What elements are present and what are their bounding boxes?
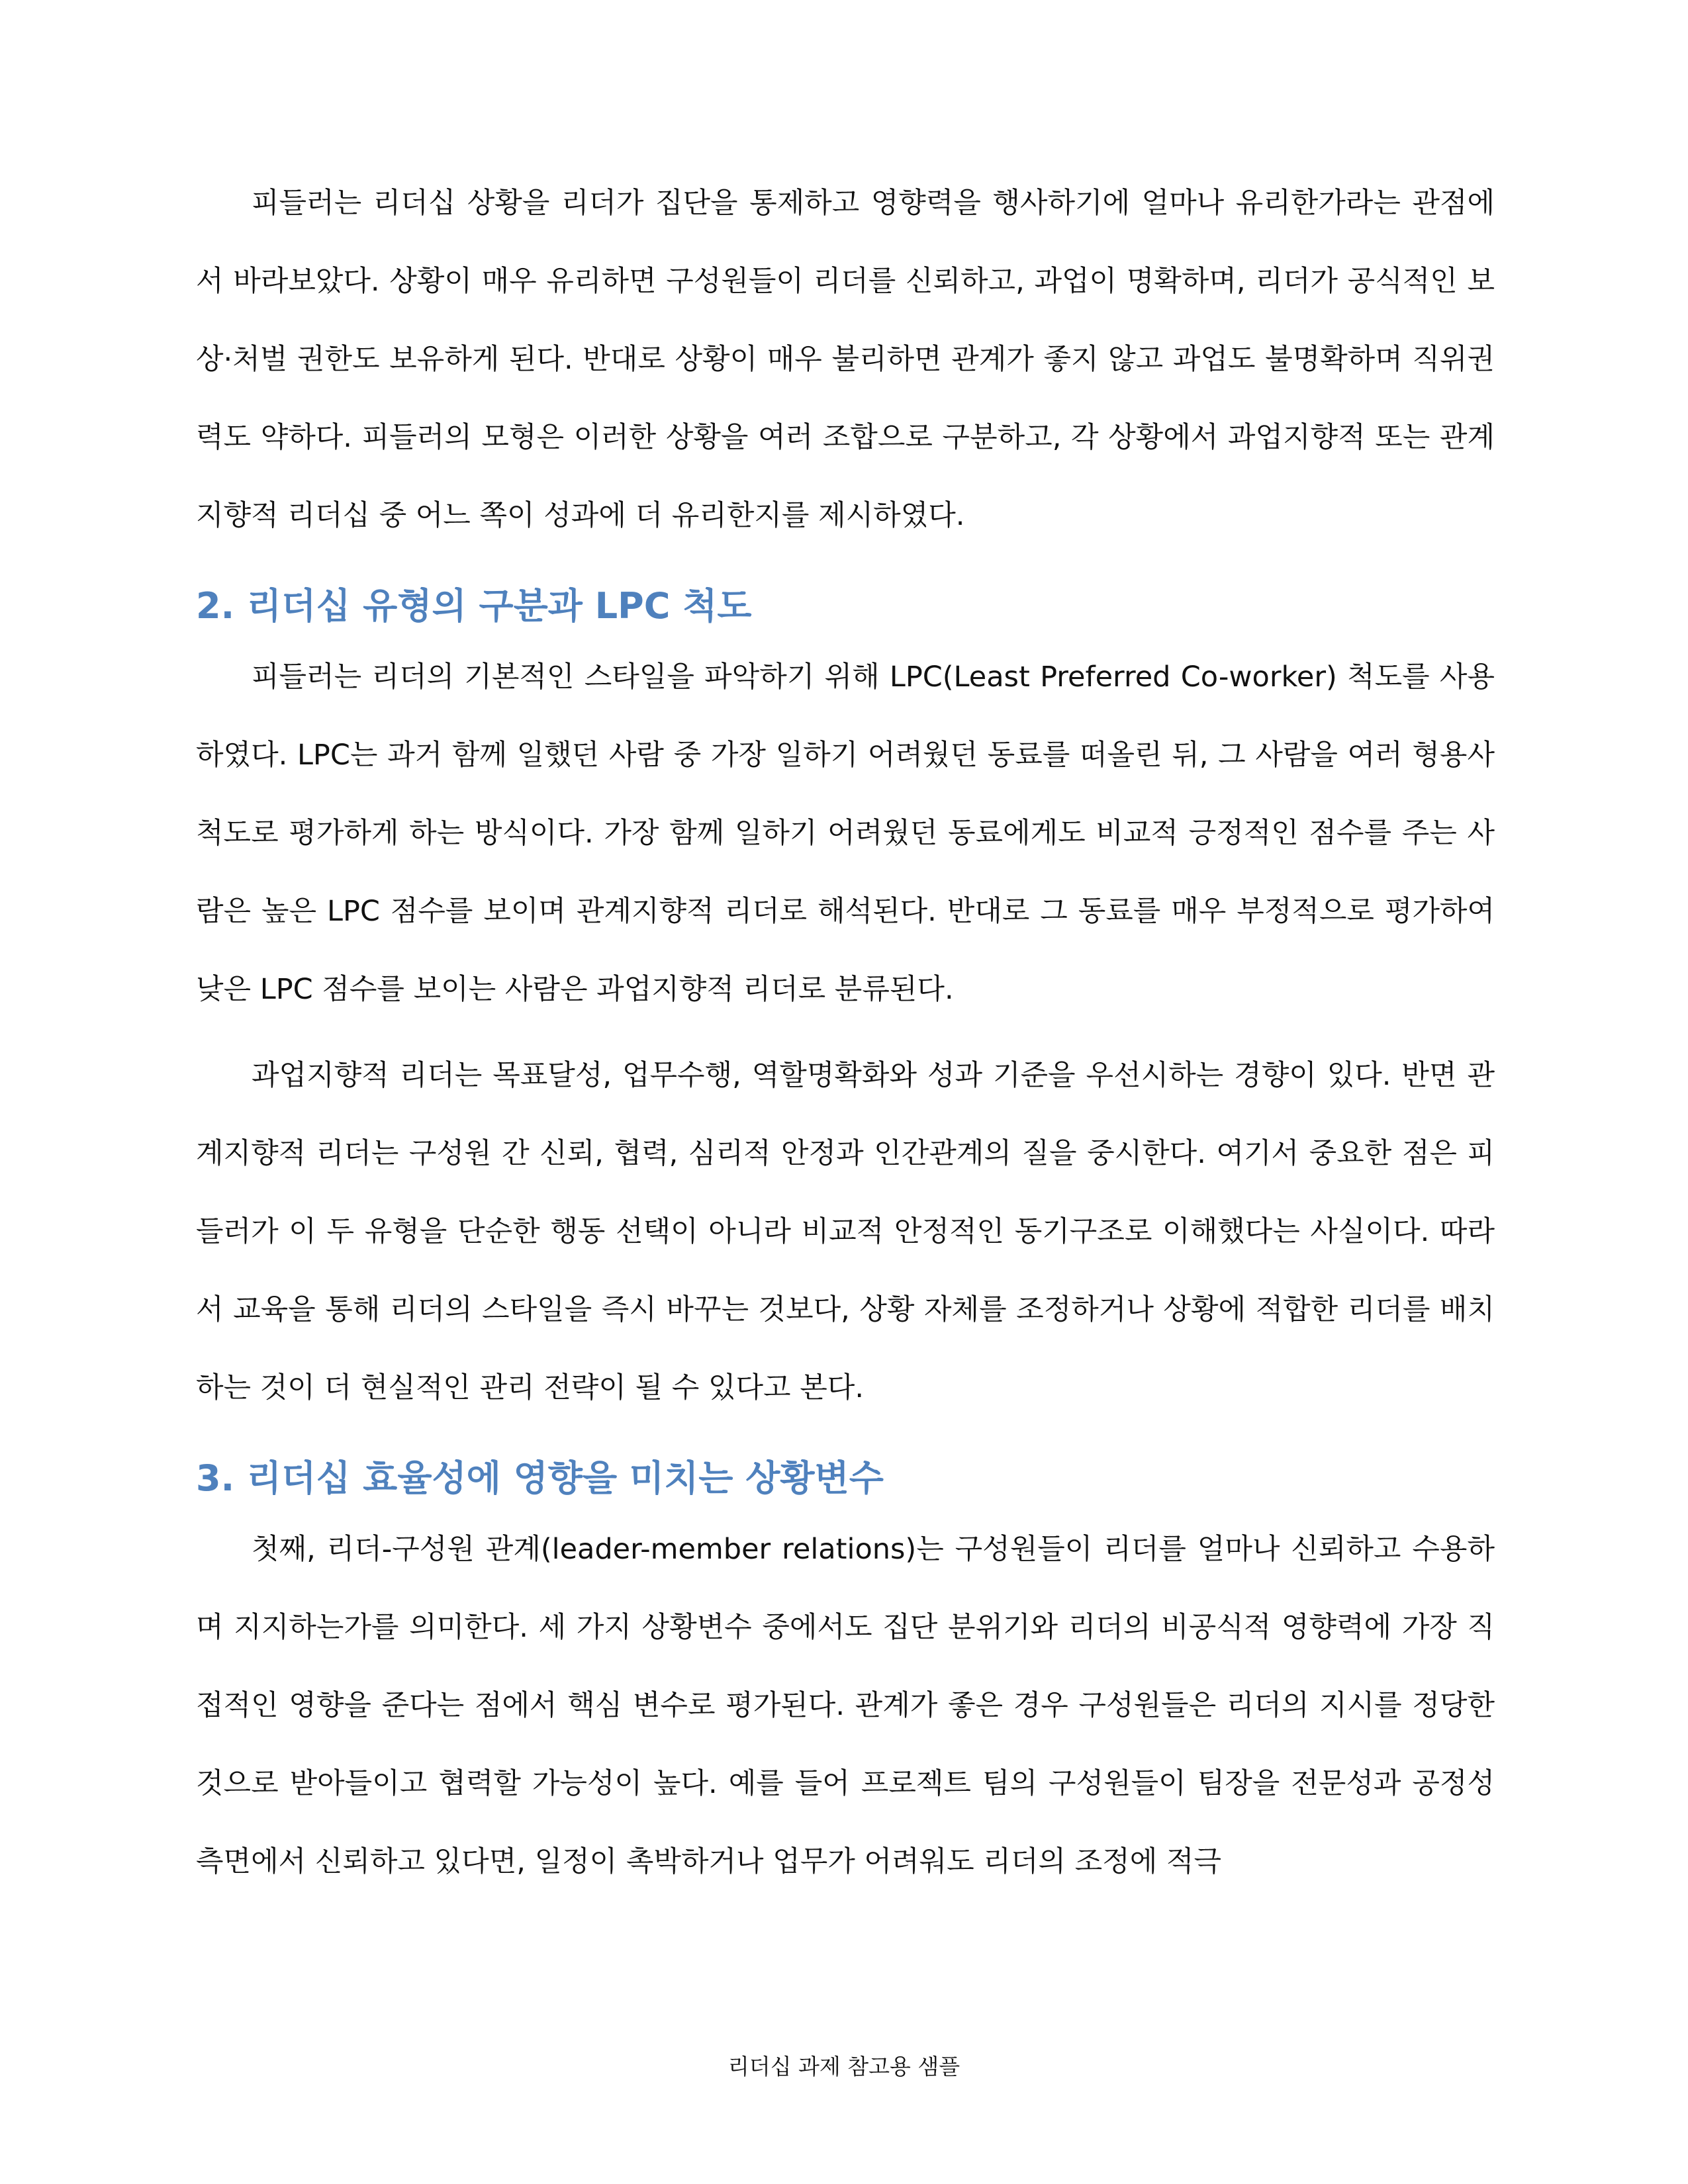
intro-paragraph: 피들러는 리더십 상황을 리더가 집단을 통제하고 영향력을 행사하기에 얼마나 유리한가라는 관점에서 바라보았다. 상황이 매우 유리하면 구성원들이 리더를 신뢰하고, 과업이 명확하며, 리더가 공식적인 보상·처벌 권한도 보유하게 된다. 반대로 상황이 매우 불리하면 관계가 좋지 않고 과업도 불명확하며 직위권력도 약하다. 피들러의 모형은 이러한 상황을 여러 조합으로 구분하고, 각 상황에서 과업지향적 또는 관계지향적 리더십 중 어느 쪽이 성과에 더 유리한지를 제시하였다.	[196, 187, 1495, 532]
section-2-paragraph-1: 피들러는 리더의 기본적인 스타일을 파악하기 위해 LPC(Least Preferred Co-worker) 척도를 사용하였다. LPC는 과거 함께 일했던 사람 중 가장 일하기 어려웠던 동료를 떠올린 뒤, 그 사람을 여러 형용사 척도로 평가하게 하는 방식이다. 가장 함께 일하기 어려웠던 동료에게도 비교적 긍정적인 점수를 주는 사람은 높은 LPC 점수를 보이며 관계지향적 리더로 해석된다. 반대로 그 동료를 매우 부정적으로 평가하여 낮은 LPC 점수를 보이는 사람은 과업지향적 리더로 분류된다.	[196, 660, 1495, 1006]
document-body	[196, 164, 1495, 1901]
section-3-paragraph-1: 첫째, 리더-구성원 관계(leader-member relations)는 구성원들이 리더를 얼마나 신뢰하고 수용하며 지지하는가를 의미한다. 세 가지 상황변수 중에서도 집단 분위기와 리더의 비공식적 영향력에 가장 직접적인 영향을 준다는 점에서 핵심 변수로 평가된다. 관계가 좋은 경우 구성원들은 리더의 지시를 정당한 것으로 받아들이고 협력할 가능성이 높다. 예를 들어 프로젝트 팀의 구성원들이 팀장을 전문성과 공정성 측면에서 신뢰하고 있다면, 일정이 촉박하거나 업무가 어려워도 리더의 조정에 적극	[196, 1533, 1495, 1878]
section-2-heading: 2. 리더십 유형의 구분과 LPC 척도	[196, 585, 752, 627]
page-footer: 리더십 과제 참고용 샘플	[727, 2054, 961, 2079]
section-2-paragraph-2: 과업지향적 리더는 목표달성, 업무수행, 역할명확화와 성과 기준을 우선시하는 경향이 있다. 반면 관계지향적 리더는 구성원 간 신뢰, 협력, 심리적 안정과 인간관계의 질을 중시한다. 여기서 중요한 점은 피들러가 이 두 유형을 단순한 행동 선택이 아니라 비교적 안정적인 동기구조로 이해했다는 사실이다. 따라서 교육을 통해 리더의 스타일을 즉시 바꾸는 것보다, 상황 자체를 조정하거나 상황에 적합한 리더를 배치하는 것이 더 현실적인 관리 전략이 될 수 있다고 본다.	[196, 1059, 1495, 1404]
section-3-heading: 3. 리더십 효율성에 영향을 미치는 상황변수	[196, 1457, 884, 1499]
